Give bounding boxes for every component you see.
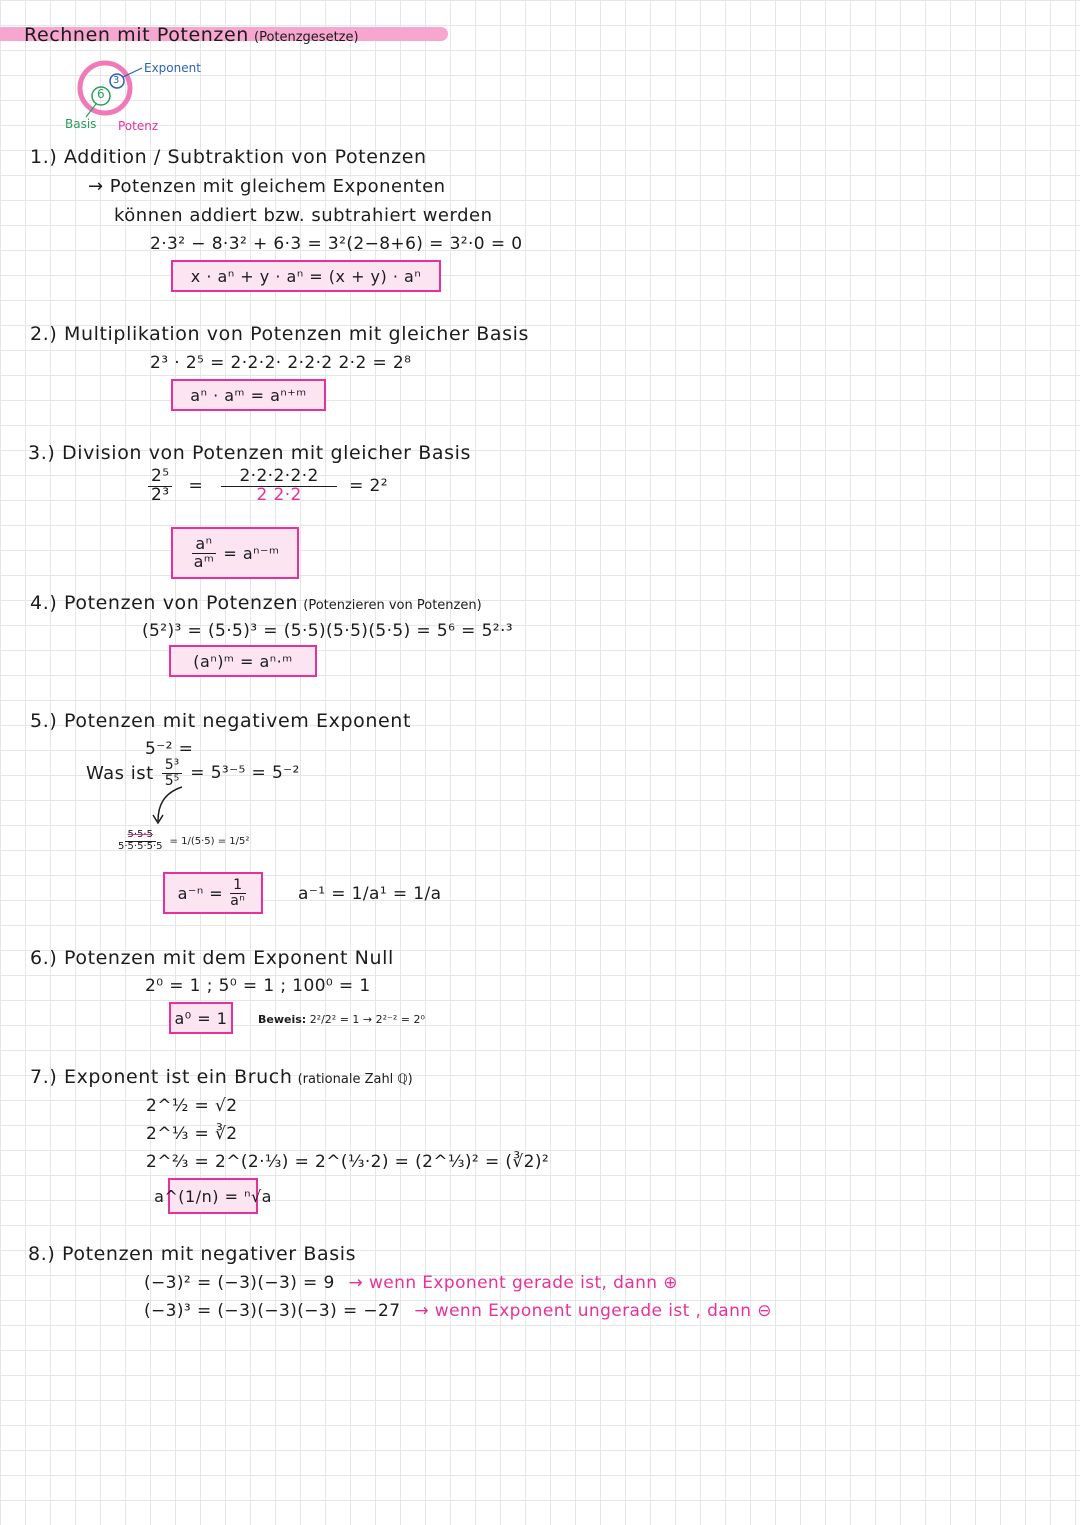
s3-result: = 2²: [349, 476, 388, 497]
s5-neg: 5⁻² =: [145, 739, 194, 759]
s5-q-rhs: = 5³⁻⁵ = 5⁻²: [190, 763, 300, 784]
s4-sub: (Potenzieren von Potenzen): [303, 598, 482, 613]
s1-line1: → Potenzen mit gleichem Exponenten: [88, 176, 446, 197]
s8-line2: (−3)³ = (−3)(−3)(−3) = −27: [144, 1301, 401, 1321]
s4-heading: 4.) Potenzen von Potenzen: [30, 592, 299, 614]
s1-rule: x · aⁿ + y · aⁿ = (x + y) · aⁿ: [190, 266, 422, 286]
s3-rule-box: $\frac{\text{aⁿ}}{\text{aᵐ}}$ = aⁿ⁻ᵐ: [171, 527, 299, 579]
s4-rule-box: [169, 645, 317, 677]
s7-line1: 2^½ = √2: [146, 1096, 238, 1116]
s6-proof-text: 2²/2² = 1 → 2²⁻² = 2⁰: [309, 1013, 425, 1026]
s3-rule-rhs: = aⁿ⁻ᵐ: [223, 543, 280, 563]
s1-heading: 1.) Addition / Subtraktion von Potenzen: [30, 146, 427, 168]
s6-example: 2⁰ = 1 ; 5⁰ = 1 ; 100⁰ = 1: [145, 976, 371, 996]
s5-heading: 5.) Potenzen mit negativem Exponent: [30, 710, 411, 732]
s4-example: (5²)³ = (5·5)³ = (5·5)(5·5)(5·5) = 5⁶ = 5²·³: [142, 621, 514, 641]
s5-cancel: $\frac{5\cdot 5\cdot 5}{5\cdot 5\cdot 5\cdot 5\cdot 5}$ = 1/(5·5) = 1/5²: [118, 829, 250, 852]
s7-line2: 2^⅓ = ∛2: [146, 1124, 238, 1144]
s6-proof: [258, 1013, 425, 1026]
s3-heading: 3.) Division von Potenzen mit gleicher Basis: [28, 442, 471, 464]
s4-heading-line: [30, 592, 482, 614]
s5-arrow: [150, 783, 190, 828]
s6-rule-box: [169, 1002, 233, 1034]
s8-line1-row: [144, 1273, 678, 1293]
s2-rule: aⁿ · aᵐ = aⁿ⁺ᵐ: [190, 385, 307, 405]
s5-question-line: Was ist $\frac{\text{5³}}{\text{5⁵}}$ = 5³⁻⁵ = 5⁻²: [86, 757, 300, 789]
s2-example: 2³ · 2⁵ = 2·2·2· 2·2·2 2·2 = 2⁸: [150, 353, 412, 373]
s7-heading-line: [30, 1066, 413, 1088]
title-sub: (Potenzgesetze): [254, 30, 359, 45]
s5-question: Was ist: [86, 762, 154, 784]
s5-cancel-rhs: = 1/(5·5) = 1/5²: [169, 835, 250, 847]
basis-label: Basis: [65, 117, 97, 131]
s5-extra: a⁻¹ = 1/a¹ = 1/a: [298, 884, 442, 904]
s8-line2-row: [144, 1301, 772, 1321]
s1-line2: können addiert bzw. subtrahiert werden: [114, 205, 493, 226]
s7-rule: a^(1/n) = ⁿ√a: [154, 1186, 272, 1206]
base-glyph: 6: [97, 87, 105, 101]
s1-rule-box: [171, 260, 441, 292]
s7-rule-box: [154, 1178, 272, 1214]
title-main: Rechnen mit Potenzen: [24, 24, 249, 46]
s2-heading: 2.) Multiplikation von Potenzen mit gleicher Basis: [30, 323, 530, 345]
s3-fraction: $\frac{\text{2⁵}}{\text{2³}}$: [148, 468, 172, 505]
exponent-label: Exponent: [144, 61, 201, 75]
page-title: [24, 24, 359, 46]
s7-heading: 7.) Exponent ist ein Bruch: [30, 1066, 293, 1088]
s6-heading: 6.) Potenzen mit dem Exponent Null: [30, 947, 394, 969]
s2-rule-box: [171, 379, 326, 411]
s4-rule: (aⁿ)ᵐ = aⁿ·ᵐ: [193, 651, 293, 671]
s6-rule: a⁰ = 1: [174, 1008, 228, 1028]
s7-sub: (rationale Zahl ℚ): [297, 1072, 413, 1087]
s3-example: $\frac{\text{2⁵}}{\text{2³}}$ = $\frac{2\cdot 2\cdot 2\cdot 2\cdot 2}{2 2\cdot 2}$ = 2²: [148, 468, 388, 505]
s5-rule-lhs: a⁻ⁿ =: [177, 883, 224, 903]
s1-example: 2·3² − 8·3² + 6·3 = 3²(2−8+6) = 3²·0 = 0: [150, 234, 523, 254]
s5-rule-box: a⁻ⁿ = $\frac{1}{\text{aⁿ}}$: [163, 872, 263, 914]
s8-line1: (−3)² = (−3)(−3) = 9: [144, 1273, 335, 1293]
s8-line2-note: → wenn Exponent ungerade ist , dann ⊖: [414, 1301, 772, 1321]
exp-glyph: 3: [113, 75, 120, 86]
potenz-label: Potenz: [118, 119, 159, 133]
s8-line1-note: → wenn Exponent gerade ist, dann ⊕: [348, 1273, 678, 1293]
s3-expanded-fraction: $\frac{2\cdot 2\cdot 2\cdot 2\cdot 2}{2 2\cdot 2}$: [219, 468, 339, 505]
s7-line3: 2^⅔ = 2^(2·⅓) = 2^(⅓·2) = (2^⅓)² = (∛2)²: [146, 1152, 550, 1172]
s8-heading: 8.) Potenzen mit negativer Basis: [28, 1243, 357, 1265]
s6-proof-label: Beweis:: [258, 1013, 307, 1026]
